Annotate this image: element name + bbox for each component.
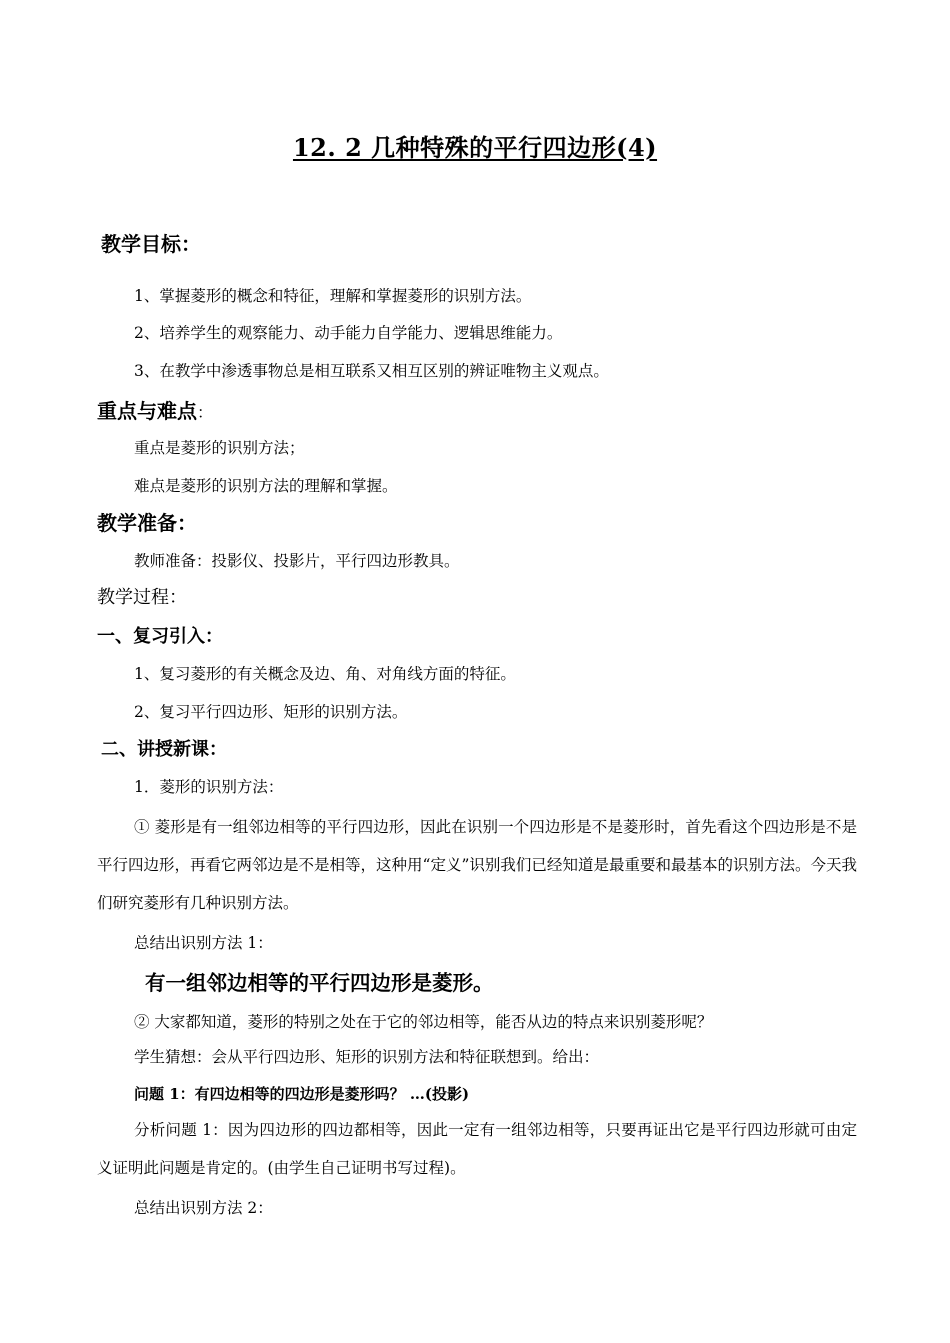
question-1: 问题 1：有四边相等的四边形是菱形吗？ …(投影) — [134, 1085, 470, 1103]
new-lesson-heading: 二、讲授新课： — [101, 739, 227, 760]
paragraph-definition: ① 菱形是有一组邻边相等的平行四边形，因此在识别一个四边形是不是菱形时，首先看这个四边形是不是平行四边形，再看它两邻边是不是相等，这种用“定义”识别我们已经知道是最重要和最基本的识别方法。今天我们研究菱形有几种识别方法。 — [97, 818, 857, 912]
objectives-heading: 教学目标： — [101, 232, 201, 256]
process-heading: 教学过程： — [97, 587, 187, 608]
key-points-colon: ： — [197, 403, 214, 422]
key-point-difficulty: 难点是菱形的识别方法的理解和掌握。 — [134, 477, 398, 495]
new-lesson-subheading: 1．菱形的识别方法： — [134, 778, 284, 796]
key-point-focus: 重点是菱形的识别方法； — [134, 439, 305, 457]
preparation-text: 教师准备：投影仪、投影片，平行四边形教具。 — [134, 552, 460, 570]
analysis-paragraph: 分析问题 1：因为四边形的四边都相等，因此一定有一组邻边相等，只要再证出它是平行四边形就可由定义证明此问题是肯定的。(由学生自己证明书写过程)。 — [97, 1121, 857, 1177]
review-item-1: 1、复习菱形的有关概念及边、角、对角线方面的特征。 — [134, 665, 516, 683]
page-title: 12. 2 几种特殊的平行四边形(4) — [292, 133, 658, 162]
student-guess: 学生猜想：会从平行四边形、矩形的识别方法和特征联想到。给出： — [134, 1048, 600, 1066]
key-points-heading — [97, 399, 213, 423]
key-points-heading-text: 重点与难点 — [97, 399, 197, 423]
paragraph-question: ② 大家都知道，菱形的特别之处在于它的邻边相等，能否从边的特点来识别菱形呢？ — [134, 1013, 713, 1031]
summary-2-label: 总结出识别方法 2： — [134, 1199, 273, 1217]
objective-item-1: 1、掌握菱形的概念和特征，理解和掌握菱形的识别方法。 — [134, 287, 532, 305]
method-1-statement: 有一组邻边相等的平行四边形是菱形。 — [145, 971, 494, 995]
review-item-2: 2、复习平行四边形、矩形的识别方法。 — [134, 703, 408, 721]
review-heading: 一、复习引入： — [97, 626, 223, 647]
objective-item-2: 2、培养学生的观察能力、动手能力自学能力、逻辑思维能力。 — [134, 324, 563, 342]
preparation-heading: 教学准备： — [97, 511, 197, 535]
summary-1-label: 总结出识别方法 1： — [134, 934, 273, 952]
objective-item-3: 3、在教学中渗透事物总是相互联系又相互区别的辨证唯物主义观点。 — [134, 362, 609, 380]
